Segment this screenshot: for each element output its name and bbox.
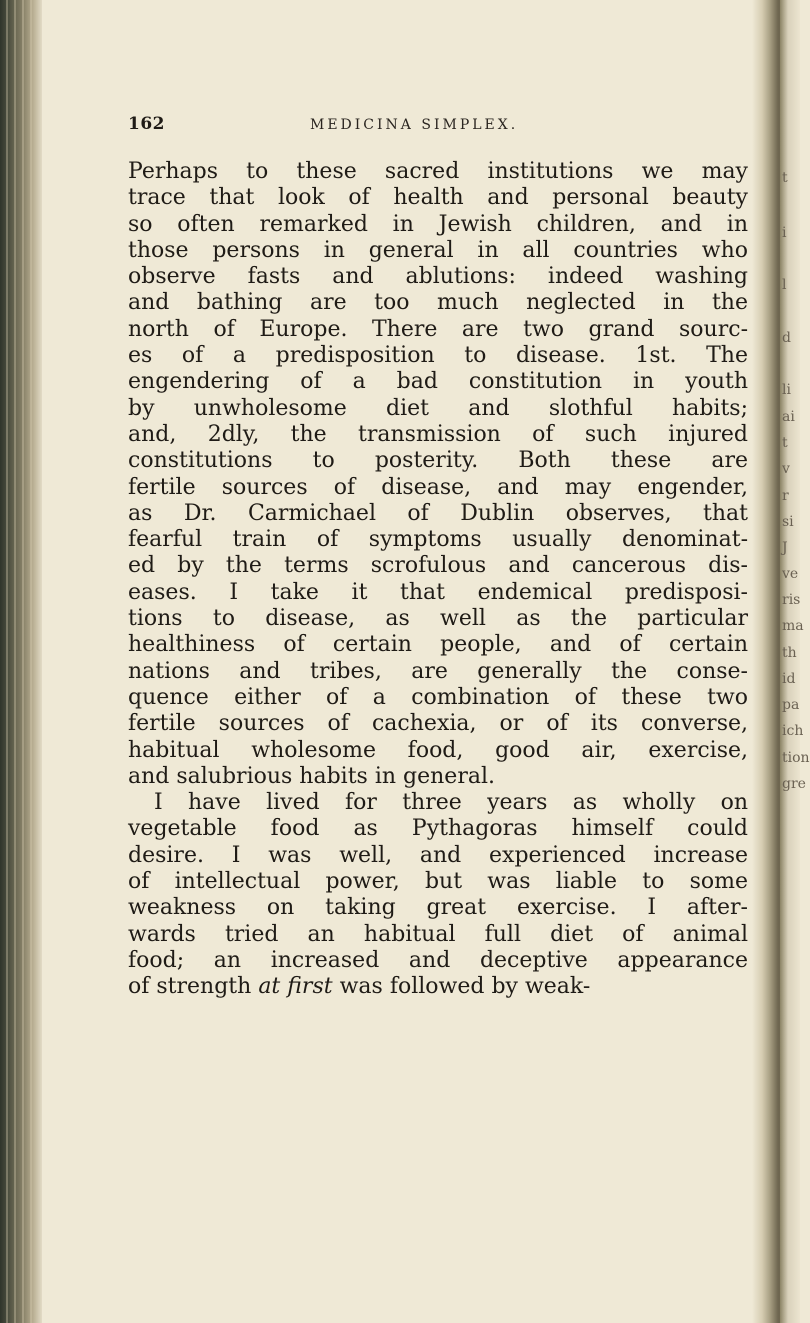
facing-page-fragment: id [782,671,796,687]
text-line: wards tried an habitual full diet of animal [128,921,748,947]
text-line: and bathing are too much neglected in the [128,290,748,316]
facing-page-fragment: t [782,170,788,186]
text-line: those persons in general in all countries who [128,237,748,263]
italic-emphasis: at first [258,974,333,1000]
gutter-stripe [22,0,24,1323]
facing-page-fragment: i [782,225,787,241]
text-line: and, 2dly, the transmission of such injured [128,421,748,447]
text-line: observe fasts and ablutions: indeed washing [128,264,748,290]
book-gutter-left [0,0,42,1323]
text-line: constitutions to posterity. Both these are [128,448,748,474]
facing-page-fragment: pa [782,697,800,713]
text-line: es of a predisposition to disease. 1st. The [128,343,748,369]
text-line: I have lived for three years as wholly on [154,790,748,816]
text-line: food; an increased and deceptive appearance [128,947,748,973]
facing-page-fragment: J [782,540,788,556]
text-line: vegetable food as Pythagoras himself could [128,816,748,842]
text-line: quence either of a combination of these two [128,684,748,710]
text-line: healthiness of certain people, and of certain [128,632,748,658]
text-line: as Dr. Carmichael of Dublin observes, that [128,500,748,526]
last-line-end: was followed by weak- [332,974,591,1000]
facing-page-fragment: l [782,277,787,293]
text-line: tions to disease, as well as the particular [128,606,748,632]
facing-page-fragment: tion [782,750,810,766]
text-line-last [128,974,748,1000]
page-number: 162 [128,114,165,134]
text-line: north of Europe. There are two grand sourc- [128,316,748,342]
gutter-stripe [6,0,8,1323]
facing-page-fragment: li [782,382,791,398]
facing-page-fragment: ma [782,618,804,634]
text-line: fertile sources of disease, and may engender, [128,474,748,500]
facing-page-fragment: t [782,435,788,451]
gutter-stripe [30,0,32,1323]
text-line: ed by the terms scrofulous and cancerous dis- [128,553,748,579]
text-line: eases. I take it that endemical predisposi- [128,579,748,605]
facing-page-fragment: ve [782,566,799,582]
facing-page-fragment: gre [782,776,806,792]
text-line: so often remarked in Jewish children, and in [128,211,748,237]
facing-page-edge [780,0,810,1323]
text-line: desire. I was well, and experienced increase [128,842,748,868]
facing-page-fragment: r [782,488,789,504]
text-line: trace that look of health and personal beauty [128,185,748,211]
text-line: habitual wholesome food, good air, exercise, [128,737,748,763]
text-line: and salubrious habits in general. [128,763,495,789]
gutter-stripe [14,0,16,1323]
facing-page-fragment: ich [782,723,804,739]
text-line: Perhaps to these sacred institutions we may [128,159,748,184]
text-line: weakness on taking great exercise. I after- [128,895,748,921]
facing-page-fragment: d [782,330,791,346]
body-text [128,159,748,1001]
book-spine-shadow [752,0,780,1323]
facing-page-fragment: th [782,645,797,661]
text-line: by unwholesome diet and slothful habits; [128,395,748,421]
text-line: fearful train of symptoms usually denominat- [128,527,748,553]
last-line-start: of strength [128,974,259,1000]
text-line: of intellectual power, but was liable to some [128,869,748,895]
facing-page-fragment: v [782,461,790,477]
facing-page-fragment: si [782,514,794,530]
running-head: MEDICINA SIMPLEX. [310,117,519,133]
text-line: nations and tribes, are generally the conse- [128,658,748,684]
text-line: engendering of a bad constitution in youth [128,369,748,395]
facing-page-fragment: ai [782,409,795,425]
text-line: fertile sources of cachexia, or of its converse, [128,711,748,737]
facing-page-fragment: ris [782,592,801,608]
